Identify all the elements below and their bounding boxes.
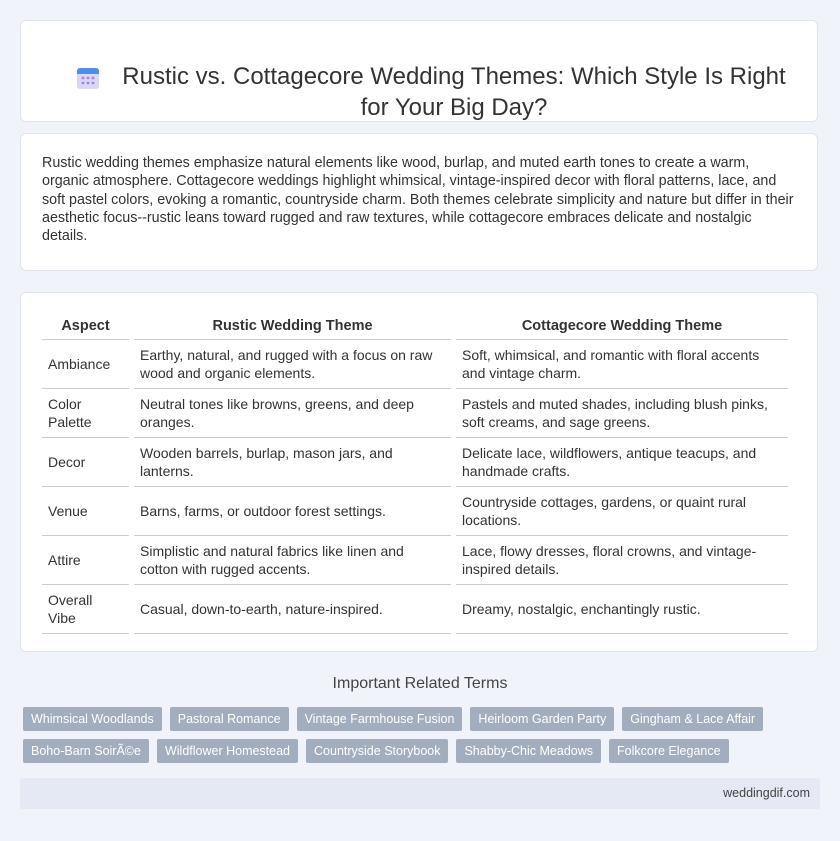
rustic-cell: Casual, down-to-earth, nature-inspired. <box>134 585 451 634</box>
tag-pastoral-romance[interactable]: Pastoral Romance <box>170 707 289 731</box>
aspect-cell: Ambiance <box>42 340 129 389</box>
related-terms-title: Important Related Terms <box>332 675 508 692</box>
page-title: Rustic vs. Cottagecore Wedding Themes: Which Style Is Right for Your Big Day? <box>122 63 786 121</box>
aspect-cell: Decor <box>42 438 129 487</box>
cottagecore-cell: Countryside cottages, gardens, or quaint rural locations. <box>456 487 788 536</box>
title-card <box>20 20 818 122</box>
related-terms-tags <box>23 707 823 771</box>
table-header-row <box>42 313 788 340</box>
rustic-cell: Wooden barrels, burlap, mason jars, and lanterns. <box>134 438 451 487</box>
tag-row <box>23 707 823 731</box>
header-cottagecore: Cottagecore Wedding Theme <box>456 313 788 340</box>
rustic-cell: Barns, farms, or outdoor forest settings. <box>134 487 451 536</box>
cottagecore-cell: Delicate lace, wildflowers, antique teacups, and handmade crafts. <box>456 438 788 487</box>
table-row <box>42 438 788 487</box>
header-rustic: Rustic Wedding Theme <box>134 313 451 340</box>
intro-card <box>20 133 818 271</box>
rustic-cell: Earthy, natural, and rugged with a focus on raw wood and organic elements. <box>134 340 451 389</box>
tag-heirloom-garden-party[interactable]: Heirloom Garden Party <box>470 707 614 731</box>
footer-site-name: weddingdif.com <box>723 786 810 800</box>
table-row <box>42 536 788 585</box>
comparison-table <box>37 313 793 634</box>
cottagecore-cell: Lace, flowy dresses, floral crowns, and vintage-inspired details. <box>456 536 788 585</box>
tag-wildflower-homestead[interactable]: Wildflower Homestead <box>157 739 298 763</box>
cottagecore-cell: Pastels and muted shades, including blush pinks, soft creams, and sage greens. <box>456 389 788 438</box>
aspect-cell: Overall Vibe <box>42 585 129 634</box>
table-row <box>42 389 788 438</box>
tag-gingham-lace-affair[interactable]: Gingham & Lace Affair <box>622 707 763 731</box>
tag-vintage-farmhouse-fusion[interactable]: Vintage Farmhouse Fusion <box>297 707 463 731</box>
rustic-cell: Simplistic and natural fabrics like linen and cotton with rugged accents. <box>134 536 451 585</box>
cottagecore-cell: Soft, whimsical, and romantic with floral accents and vintage charm. <box>456 340 788 389</box>
footer <box>20 778 820 809</box>
intro-paragraph: Rustic wedding themes emphasize natural elements like wood, burlap, and muted earth tones to create a warm, organic atmosphere. Cottagecore weddings highlight whimsical, vintage-inspired decor with floral patterns, lace, and soft pastel colors, evoking a romantic, countryside charm. Both themes celebrate simplicity and nature but differ in their aesthetic focus--rustic leans toward rugged and raw textures, while cottagecore embraces delicate and nostalgic details. <box>42 155 794 245</box>
table-row <box>42 340 788 389</box>
header-aspect: Aspect <box>42 313 129 340</box>
aspect-cell: Venue <box>42 487 129 536</box>
tag-whimsical-woodlands[interactable]: Whimsical Woodlands <box>23 707 162 731</box>
rustic-cell: Neutral tones like browns, greens, and deep oranges. <box>134 389 451 438</box>
tag-shabby-chic-meadows[interactable]: Shabby-Chic Meadows <box>456 739 601 763</box>
tag-countryside-storybook[interactable]: Countryside Storybook <box>306 739 448 763</box>
aspect-cell: Color Palette <box>42 389 129 438</box>
cottagecore-cell: Dreamy, nostalgic, enchantingly rustic. <box>456 585 788 634</box>
aspect-cell: Attire <box>42 536 129 585</box>
comparison-card <box>20 292 818 652</box>
tag-folkcore-elegance[interactable]: Folkcore Elegance <box>609 739 729 763</box>
tag-row <box>23 739 823 763</box>
table-row <box>42 487 788 536</box>
table-row <box>42 585 788 634</box>
calendar-icon <box>75 65 101 91</box>
tag-boho-barn-soiree[interactable]: Boho-Barn SoirÃ©e <box>23 739 149 763</box>
